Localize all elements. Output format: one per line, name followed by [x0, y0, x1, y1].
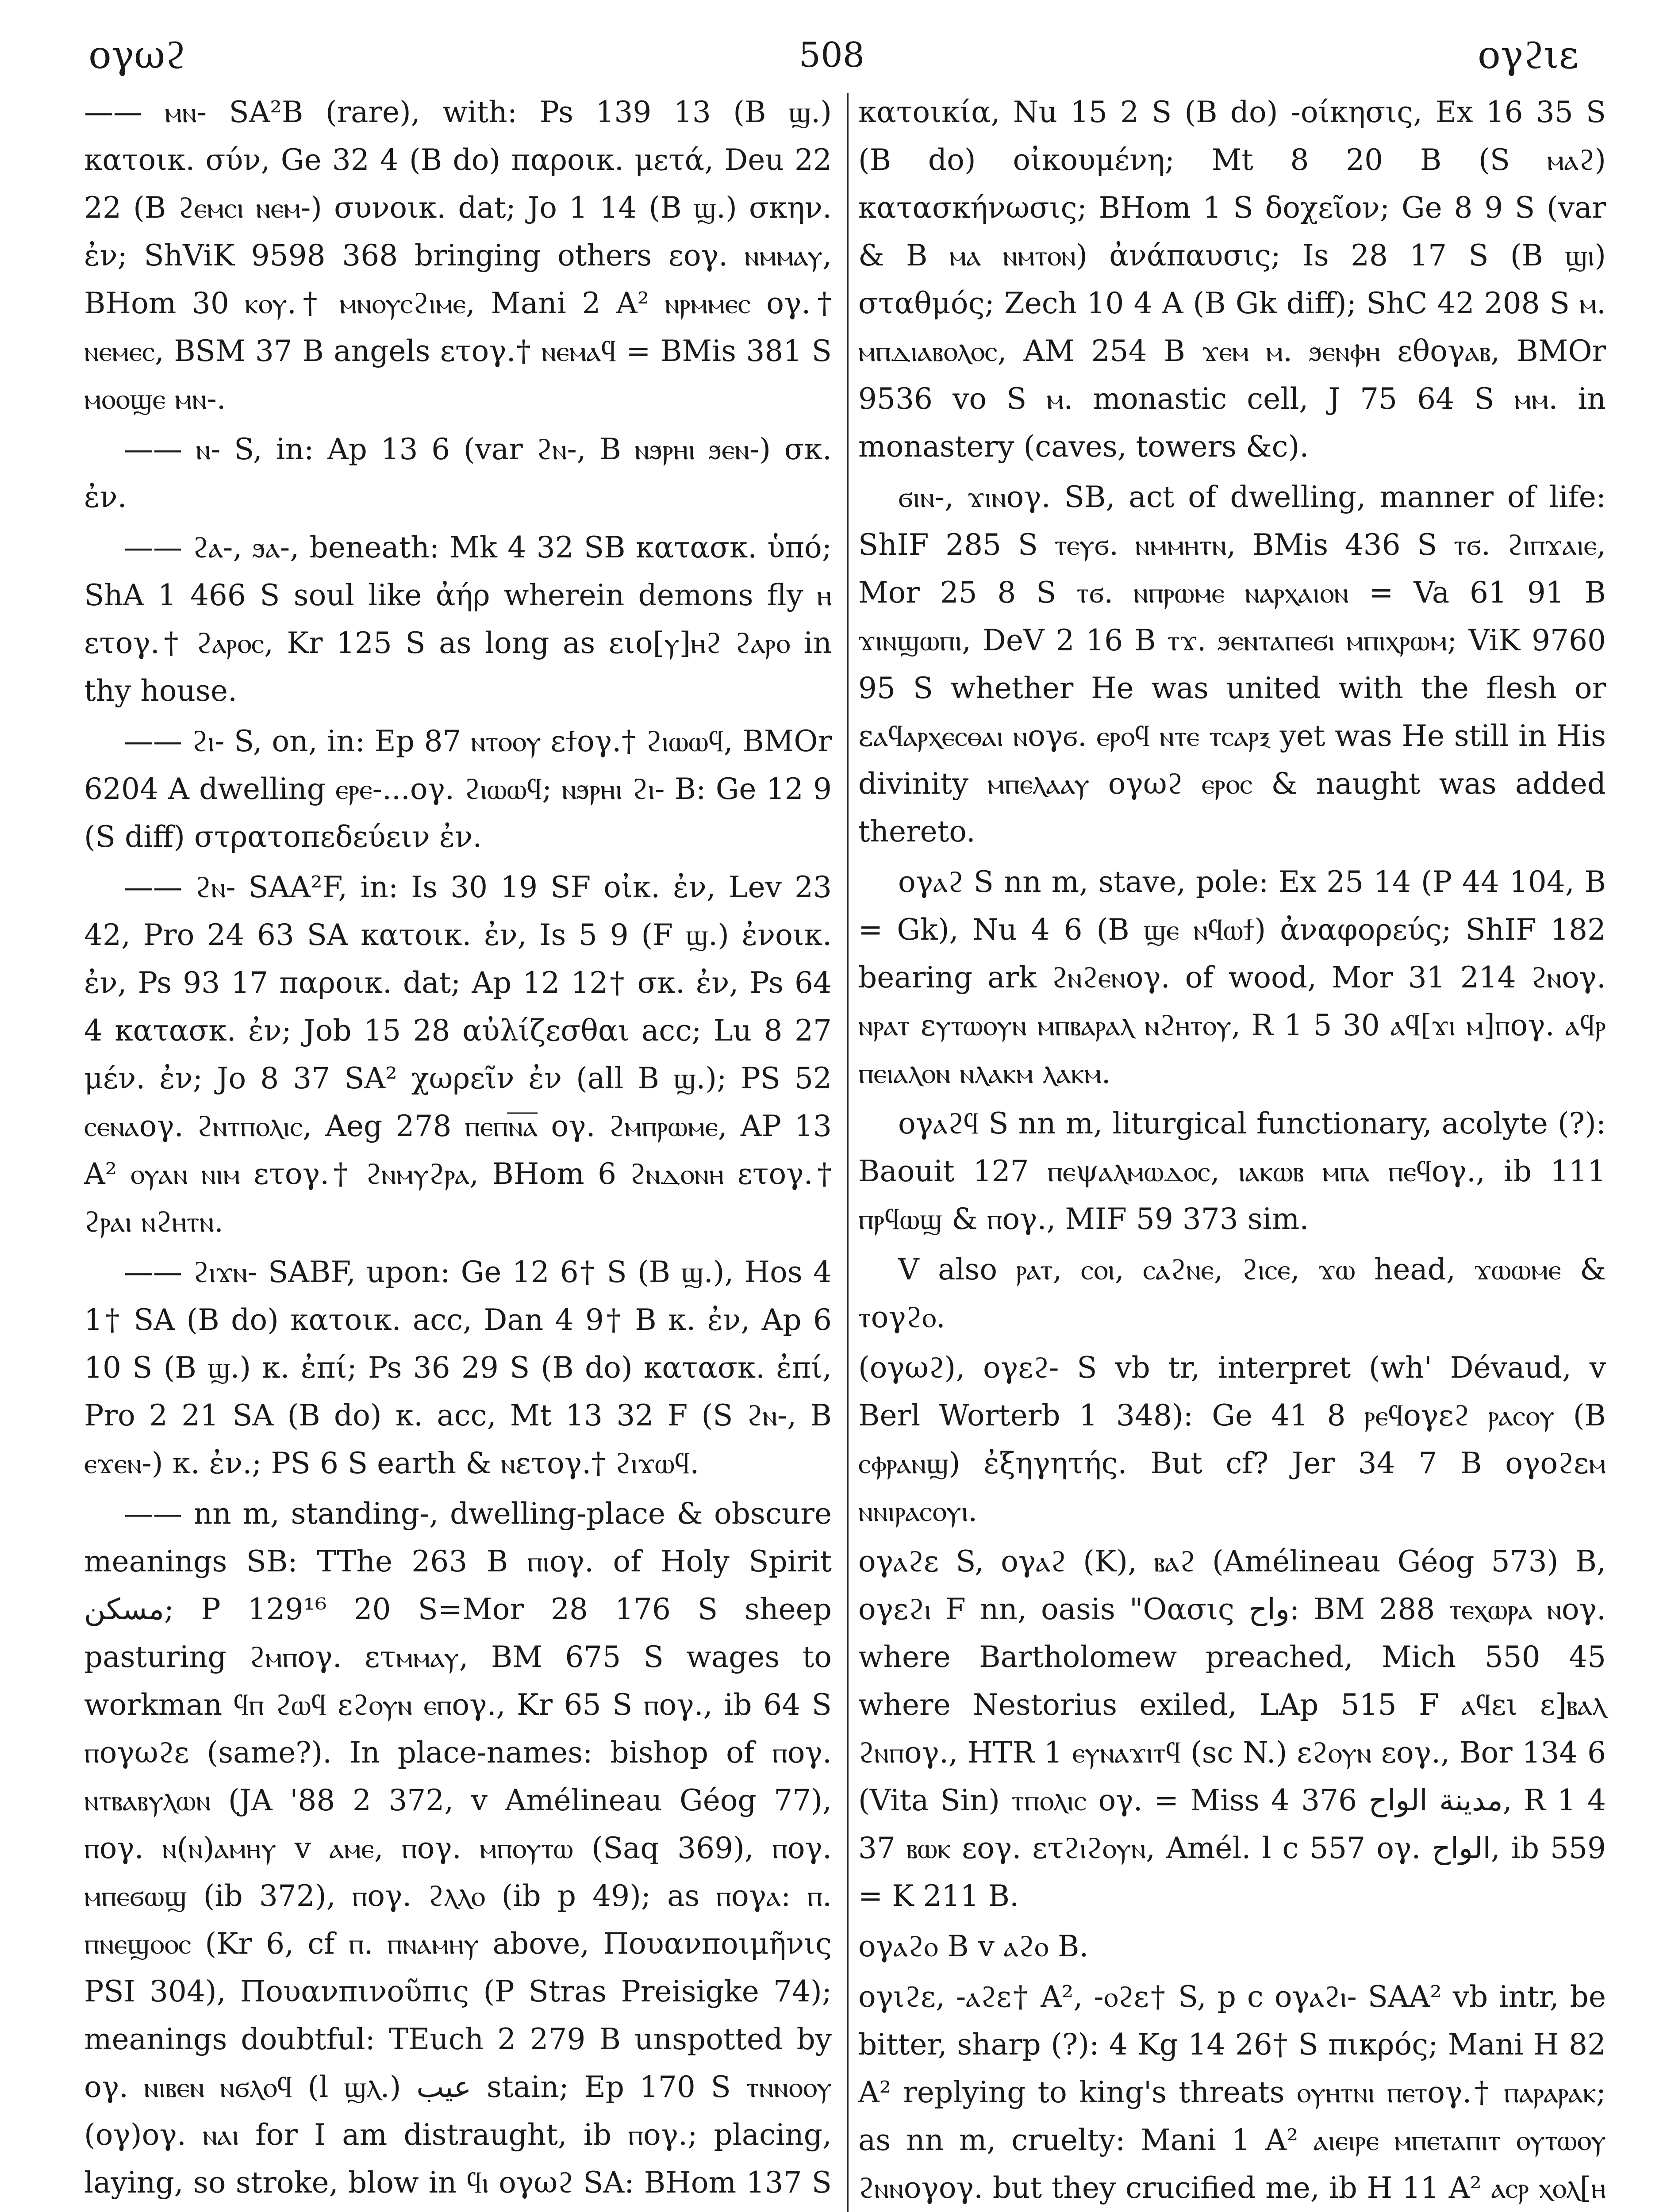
- entry-paragraph: —— ϩⲁ-, ϧⲁ-, beneath: Mk 4 32 SB κατασκ. ὑπό; ShA 1 466 S soul like ἀήρ wherein demons fly ⲏ ετογ.† ϩⲁⲣⲟⲥ, Kr 125 S as long as ειο[ⲩ]ⲏϩ ϩⲁⲣⲟ in thy house.: [84, 530, 832, 708]
- entry-paragraph: ογⲁϩ S nn m, stave, pole: Ex 25 14 (P 44 104, B = Gk), Nu 4 6 (B ϣⲉ ⲛϥⲱϯ) ἀναφορεύς; ShIF 182 bearing ark ϩⲛϩⲉⲛογ. of wood, Mor 31 214 ϩⲛογ. ⲛⲣⲁⲧ εⲩⲧⲱⲟⲩⲛ ⲙⲡⲃⲁⲣⲁⲗ ⲛϩⲏⲧⲟⲩ, R 1 5 30 ⲁϥ[ϫⲓ ⲙ]ⲡογ. ⲁϥⲣ ⲡⲉⲓⲁⲗⲟⲛ ⲛⲗⲁⲕⲙ ⲗⲁⲕⲙ.: [858, 865, 1606, 1090]
- entry-paragraph: ογⲁϩⲟ B v ⲁϩⲟ B.: [858, 1929, 1089, 1963]
- entry-paragraph: —— ⲙⲛ- SA²B (rare), with: Ps 139 13 (B ϣ.) κατοικ. σύν, Ge 32 4 (B do) παροικ. μετά, Deu 22 22 (B ϩⲉⲙⲥⲓ ⲛⲉⲙ-) συνοικ. dat; Jo 1 14 (B ϣ.) σκην. ἐν; ShViK 9598 368 bringing others εογ. ⲛⲙⲙⲁⲩ, BHom 30 ⲕⲟⲩ.† ⲙⲛⲟⲩⲥϩⲓⲙⲉ, Mani 2 A² ⲛⲣⲙⲙⲉⲥ ογ.† ⲛⲉⲙⲉⲥ, BSM 37 B angels ετογ.† ⲛⲉⲙⲁϥ = BMis 381 S ⲙⲟⲟϣⲉ ⲙⲛ-.: [84, 95, 832, 416]
- entry-paragraph: ογιϩε, -ⲁϩε† A², -ⲟϩε† S, p c ογⲁϩⲓ- SAA² vb intr, be bitter, sharp (?): 4 Kg 14 26† S πικρός; Mani H 82 A² replying to king's threats ⲟⲩⲏⲧⲛⲓ ⲡⲉⲧογ.† ⲡⲁⲣⲁⲣⲁⲕ; as nn m, cruelty: Mani 1 A² ⲁⲓⲉⲓⲣⲉ ⲙⲡⲉⲧⲁⲡⲓⲧ ⲟⲩⲧⲱⲟⲩ ϩⲛⲛογογ. but they crucified me, ib H 11 A² ⲁⲥⲣ ⲭⲟⲗ[ⲏ: [858, 1980, 1606, 2205]
- entry-paragraph: ϭⲓⲛ-, ϫⲓⲛογ. SB, act of dwelling, manner of life: ShIF 285 S ⲧⲉⲩϭ. ⲛⲙⲙⲏⲧⲛ, BMis 436 S ⲧϭ. ϩⲓⲡϫⲁⲓⲉ, Mor 25 8 S ⲧϭ. ⲛⲡⲣⲱⲙⲉ ⲛⲁⲣⲭⲁⲓⲟⲛ = Va 61 91 B ϫⲓⲛϣⲱⲡⲓ, DeV 2 16 B ⲧϫ. ϧⲉⲛⲧⲁⲡⲉϭⲓ ⲙⲡⲓⲭⲣⲱⲙ; ViK 9760 95 S whether He was united with the flesh or εⲁϥⲁⲣⲭⲉⲥⲑⲁⲓ ⲛογϭ. ⲉⲣⲟϥ ⲛⲧⲉ ⲧⲥⲁⲣⲝ yet was He still in His divinity ⲙⲡⲉⲗⲁⲁⲩ ογωϩ ⲉⲣⲟⲥ & naught was added thereto.: [858, 480, 1606, 849]
- page-number: 508: [799, 35, 865, 75]
- page-header: [88, 27, 1579, 84]
- entry-paragraph: V also ⲣⲁⲧ, ⲥⲟⲓ, ⲥⲁϩⲛⲉ, ϩⲓⲥⲉ, ϫⲱ head, ϫⲱⲱⲙⲉ & ⲧογϩⲟ.: [858, 1252, 1606, 1334]
- right-column: [858, 88, 1606, 2212]
- entry-paragraph: —— nn m, standing-, dwelling-place & obscure meanings SB: TThe 263 B ⲡⲓογ. of Holy Spirit مسكن; P 129¹⁶ 20 S=Mor 28 176 S sheep pasturing ϩⲙⲡογ. ετⲙⲙⲁⲩ, BM 675 S wages to workman ϥⲡ ϩⲱϥ εϩⲟⲩⲛ ⲉⲡογ., Kr 65 S ⲡογ., ib 64 S ⲡογωϩε (same?). In place-names: bishop of ⲡογ. ⲛⲧⲃⲁⲃⲩⲗⲱⲛ (JA '88 2 372, v Amélineau Géog 77), ⲡογ. ⲛ(ⲛ)ⲁⲙⲏⲩ v ⲁⲙⲉ, ⲡογ. ⲙⲡⲟⲩⲧⲱ (Saq 369), ⲡογ. ⲙⲡⲉϭⲱϣ (ib 372), ⲡογ. ϩⲗⲗⲟ (ib p 49); as ⲡογⲁ: ⲡ. ⲡⲛⲉϣⲟⲟⲥ (Kr 6, cf ⲡ. ⲡⲛⲁⲙⲏⲩ above, Πουανποιμῆνις PSI 304), Πουανπινοῦπις (P Stras Preisigke 74); meanings doubtful: TEuch 2 279 B unspotted by ογ. ⲛⲓⲃⲉⲛ ⲛϭⲗⲟϥ (l ϣⲗ.) عيب stain; Ep 170 S ⲧⲛⲛⲟⲟⲩ (ογ)ογ. ⲛⲁⲓ for I am distraught, ib ⲡογ.; placing, laying, so stroke, blow in ϥⲓ ογωϩ SA: BHom 137 S: [84, 1497, 832, 2200]
- entry-paragraph: —— ϩⲛ- SAA²F, in: Is 30 19 SF οἰκ. ἐν, Lev 23 42, Pro 24 63 SA κατοικ. ἐν, Is 5 9 (F ϣ.) ἐνοικ. ἐν, Ps 93 17 παροικ. dat; Ap 12 12† σκ. ἐν, Ps 64 4 κατασκ. ἐν; Job 15 28 αὐλίζεσθαι acc; Lu 8 27 μέν. ἐν; Jo 8 37 SA² χωρεῖν ἐν (all B ϣ.); PS 52 ⲥⲉⲛⲁογ. ϩⲛⲧⲡⲟⲗⲓⲥ, Aeg 278 ⲡⲉⲡⲛ̅ⲁ̅ ογ. ϩⲙⲡⲣⲱⲙⲉ, AP 13 A² ⲟⲩⲁⲛ ⲛⲓⲙ ετογ.† ϩⲛⲙⲩϩⲣⲁ, BHom 6 ϩⲛⲇⲟⲛⲏ ετογ.† ϩⲣⲁⲓ ⲛϩⲏⲧⲛ.: [84, 870, 832, 1239]
- header-right-headword: ογϩιε: [1477, 33, 1579, 77]
- entry-paragraph: (ογωϩ), ογεϩ- S vb tr, interpret (wh' Dévaud, v Berl Worterb 1 348): Ge 41 8 ⲣⲉϥογεϩ ⲣⲁⲥⲟⲩ (B ⲥⲫⲣⲁⲛϣ) ἐξηγητής. But cf? Jer 34 7 B ογοϩεⲙ ⲛⲛⲓⲣⲁⲥⲟⲩⲓ.: [858, 1351, 1606, 1528]
- left-column: [84, 88, 832, 2212]
- entry-paragraph: ογⲁϩε S, ογⲁϩ (K), ⲃⲁϩ (Amélineau Géog 573) B, ογεϩⲓ F nn, oasis "Οασις واح: BM 288 ⲧⲉⲭⲱⲣⲁ ⲛογ. where Bartholomew preached, Mich 550 45 where Nestorius exiled, LAp 515 F ⲁϥει ε]ⲃⲁⲗ ϩⲛⲡογ., HTR 1 ⲉⲩⲛⲁϫⲓⲧϥ (sc N.) εϩⲟⲩⲛ εογ., Bor 134 6 (Vita Sin) ⲧⲡⲟⲗⲓⲥ ογ. = Miss 4 376 مدينة الواح, R 1 4 37 ⲃⲱⲕ εογ. ετϩⲓϩⲟⲩⲛ, Amél. l c 557 ογ. الواح, ib 559 = K 211 B.: [858, 1544, 1606, 1913]
- entry-paragraph: —— ϩⲓ- S, on, in: Ep 87 ⲛⲧⲟⲟⲩ εϯογ.† ϩⲓⲱⲱϥ, BMOr 6204 A dwelling ⲉⲣⲉ-...ογ. ϩⲓⲱⲱϥ; ⲛϧⲣⲏⲓ ϩⲓ- B: Ge 12 9 (S diff) στρατοπεδεύειν ἐν.: [84, 724, 832, 854]
- entry-paragraph: —— ϩⲓϫⲛ- SABF, upon: Ge 12 6† S (B ϣ.), Hos 4 1† SA (B do) κατοικ. acc, Dan 4 9† B κ. ἐν, Ap 6 10 S (B ϣ.) κ. ἐπί; Ps 36 29 S (B do) κατασκ. ἐπί, Pro 2 21 SA (B do) κ. acc, Mt 13 32 F (S ϩⲛ-, B ⲉϫⲉⲛ-) κ. ἐν.; PS 6 S earth & ⲛετογ.† ϩⲓϫⲱϥ.: [84, 1255, 832, 1480]
- entry-paragraph: κατοικία, Nu 15 2 S (B do) -οίκησις, Ex 16 35 S (B do) οἰκουμένη; Mt 8 20 B (S ⲙⲁϩ) κατασκήνωσις; BHom 1 S δοχεῖον; Ge 8 9 S (var & B ⲙⲁ ⲛⲙⲧⲟⲛ) ἀνάπαυσις; Is 28 17 S (B ϣⲓ) σταθμός; Zech 10 4 A (B Gk diff); ShC 42 208 S ⲙ. ⲙⲡⲇⲓⲁⲃⲟⲗⲟⲥ, AM 254 B ϫⲉⲙ ⲙ. ϧⲉⲛⲫⲏ εθογⲁⲃ, BMOr 9536 vo S ⲙ. monastic cell, J 75 64 S ⲙⲙ. in monastery (caves, towers &c).: [858, 95, 1606, 464]
- entry-paragraph: ογⲁϩϥ S nn m, liturgical functionary, acolyte (?): Baouit 127 ⲡⲉψⲁⲗⲙⲱⲇⲟⲥ, ⲓⲁⲕⲱⲃ ⲙⲡⲁ ⲡⲉϥογ., ib 111 ⲡⲣϥⲱϣ & ⲡογ., MIF 59 373 sim.: [858, 1106, 1606, 1236]
- entry-paragraph: —— ⲛ- S, in: Ap 13 6 (var ϩⲛ-, B ⲛϧⲣⲏⲓ ϧⲉⲛ-) σκ. ἐν.: [84, 432, 832, 514]
- header-left-headword: ογωϩ: [88, 33, 186, 77]
- column-divider: [847, 93, 849, 2212]
